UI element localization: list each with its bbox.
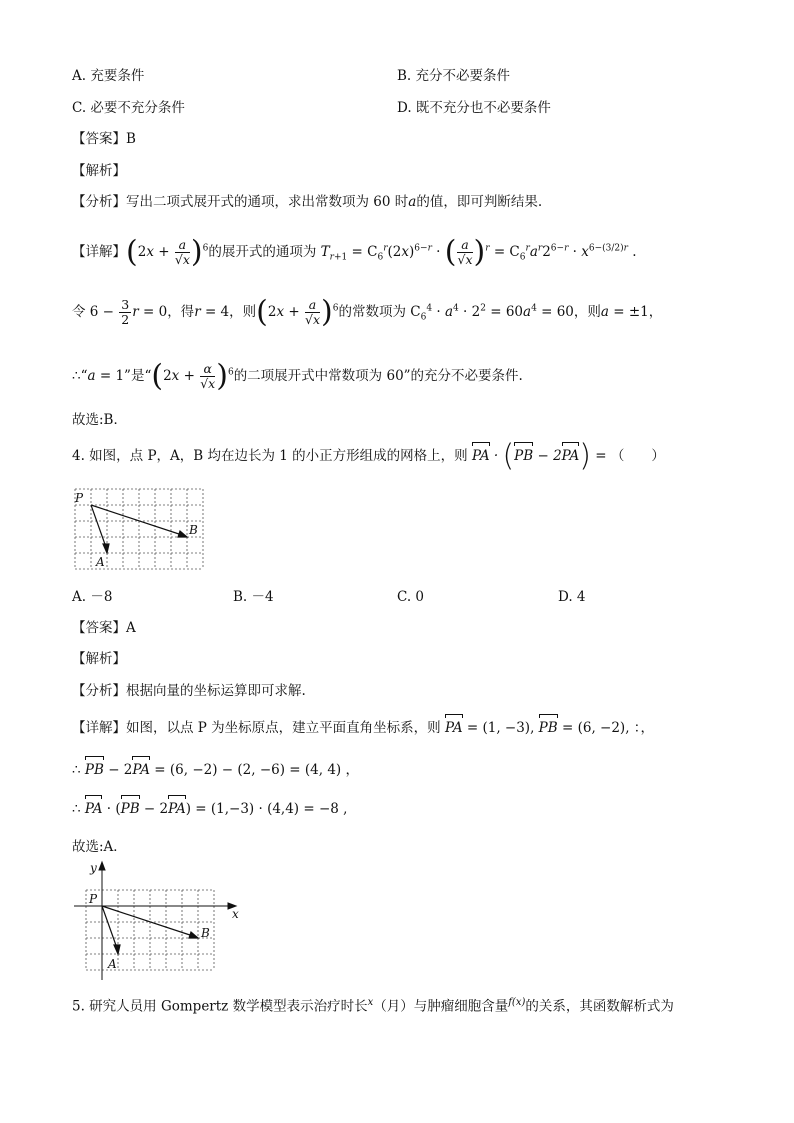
q4-coordinate-figure — [72, 858, 244, 984]
pb-minus-2pa: PB − 2PA — [84, 762, 150, 778]
r-value: r — [194, 304, 201, 320]
q4-grid-figure — [72, 486, 212, 572]
q5-text-1: 5. 研究人员用 Gompertz 数学模型表示治疗时长 — [72, 998, 368, 1015]
q4-choose: 故选:A． — [72, 839, 127, 855]
q5-fx: f(x) — [508, 997, 526, 1008]
answer-line — [72, 129, 136, 149]
xiangjie-label: 【详解】 — [72, 244, 126, 260]
q3-choose: 故选:B． — [72, 412, 127, 428]
ling-text-4: 的常数项为 — [338, 304, 406, 320]
axis-y-label: y — [90, 861, 97, 875]
fenxi-var: a — [408, 194, 417, 210]
q5-text-2: （月）与肿瘤细胞含量 — [373, 998, 509, 1015]
binomial-expr-3: (2x + $\frac{\alpha}{√x}$ )$^6$ — [151, 358, 234, 394]
answer-value: B — [126, 131, 136, 147]
option-b: B. 充分不必要条件 — [397, 68, 511, 84]
q4-answer-label: 【答案】 — [72, 620, 126, 636]
a-equals-1: a = 1 — [87, 368, 125, 384]
q4-fenxi-line — [72, 681, 306, 701]
dot-product-expr: PA · (PB − 2PA) — [84, 801, 196, 817]
q4-calc2-line: ∴ PA · (PB − 2PA) = (1,−3) · (4,4) = −8 , — [72, 801, 348, 817]
q4-stem-tail: = （ ） — [595, 448, 665, 464]
q4-jiexi-heading: 【解析】 — [72, 651, 126, 667]
xiangjie-text: 的展开式的通项为 — [208, 244, 317, 260]
ling-line: 令 6 − $\frac{3}{2}$ r = 0，得r = 4，则(2x + $\frac{a}{√x}$ )$^6$的常数项为 $C_6^4 \cdot a^4 \cdot 2^2 = 60a^4 = 60$，则a = ±1， — [72, 294, 663, 330]
axis-x-label: x — [232, 907, 239, 921]
q4-stem — [72, 438, 665, 474]
point-p-label: P — [75, 491, 84, 505]
q5-text-3: 的关系，其函数解析式为 — [525, 998, 674, 1015]
fenxi-label: 【分析】 — [72, 194, 126, 210]
pb-vector: PB = (6, −2), — [538, 720, 630, 736]
therefore-2: ”是“ — [124, 368, 152, 384]
fenxi-text-2: 的值，即可判断结果. — [416, 194, 543, 210]
q5-stem — [72, 993, 674, 1017]
therefore-1: ∴“ — [72, 368, 88, 384]
therefore-line — [72, 358, 523, 394]
q5-var-x: x — [367, 997, 374, 1008]
answer-label: 【答案】 — [72, 131, 126, 147]
q4-answer-value: A — [126, 620, 136, 636]
ling-text-2: ，得 — [167, 304, 195, 320]
coord-point-b-label: B — [201, 926, 210, 940]
fenxi-line — [72, 192, 542, 212]
q4-calc1: = (6, −2) − (2, −6) = (4, 4) ， — [154, 762, 359, 778]
a-result: a = ±1 — [600, 304, 649, 320]
coord-point-a-label: A — [108, 957, 117, 971]
jiexi-heading: 【解析】 — [72, 163, 126, 179]
pb-value: = (6, −2) — [561, 720, 626, 736]
q4-vector-expr: PA · (PB − 2PA) — [471, 438, 591, 474]
r-equals: = 4 — [200, 304, 230, 320]
coord-point-p-label: P — [89, 892, 98, 906]
pa-value: = (1, −3) — [466, 720, 531, 736]
pa-vector: PA = (1, −3), — [444, 720, 535, 736]
ling-text-1: 令 — [72, 304, 86, 320]
q4-xiangjie-text: 如图，以点 P 为坐标原点，建立平面直角坐标系，则 — [126, 720, 441, 736]
fenxi-text-1: 写出二项式展开式的通项，求出常数项为 60 时 — [126, 194, 409, 210]
q4-stem-text: 4. 如图，点 P，A，B 均在边长为 1 的小正方形组成的网格上，则 — [72, 448, 468, 464]
point-b-label: B — [189, 523, 198, 537]
q4-fenxi-text: 根据向量的坐标运算即可求解. — [126, 683, 306, 699]
ling-text-5: ，则 — [573, 304, 601, 320]
q4-answer-line — [72, 618, 136, 638]
option-d: D. 既不充分也不必要条件 — [397, 100, 551, 116]
therefore-3: 的二项展开式中常数项为 60”的充分不必要条件. — [233, 368, 523, 384]
q4-option-b: B. －4 — [233, 589, 274, 605]
point-a-label: A — [96, 555, 105, 569]
q4-calc1-line: ∴ PB − 2PA = (6, −2) − (2, −6) = (4, 4) ， — [72, 762, 359, 778]
q4-calc2: = (1,−3) · (4,4) = −8 , — [195, 801, 348, 817]
option-a: A. 充要条件 — [72, 68, 145, 84]
binomial-expr-2: (2x + $\frac{a}{√x}$ )$^6$ — [256, 294, 339, 330]
q4-option-a: A. －8 — [72, 589, 113, 605]
q4-fenxi-label: 【分析】 — [72, 683, 126, 699]
option-c: C. 必要不充分条件 — [72, 100, 185, 116]
general-term-formula: $T_{r+1} = C_6^r(2x)^{6-r}$ · ( $\frac{a}{√x}$ )$^r = C_6^ra^r2^{6-r} \cdot x^{6-(3/2)r}$ . — [320, 234, 637, 270]
q4-option-d: D. 4 — [558, 589, 586, 605]
ling-text-3: ，则 — [229, 304, 257, 320]
q4-xiangjie-line: 【详解】如图，以点 P 为坐标原点，建立平面直角坐标系，则 PA = (1, −3), PB = (6, −2), ：， — [72, 720, 655, 736]
exponent-equation: 6 − $\frac{3}{2}$ r = 0 — [89, 297, 168, 327]
binomial-expr: (2x + $\frac{a}{√x}$ )$^6$ — [126, 234, 209, 270]
xiangjie-line — [72, 234, 637, 270]
q4-xiangjie-label: 【详解】 — [72, 720, 126, 736]
constant-term: $C_6^4 \cdot a^4 \cdot 2^2 = 60a^4 = 60$ — [405, 303, 574, 323]
q4-option-c: C. 0 — [397, 589, 425, 605]
